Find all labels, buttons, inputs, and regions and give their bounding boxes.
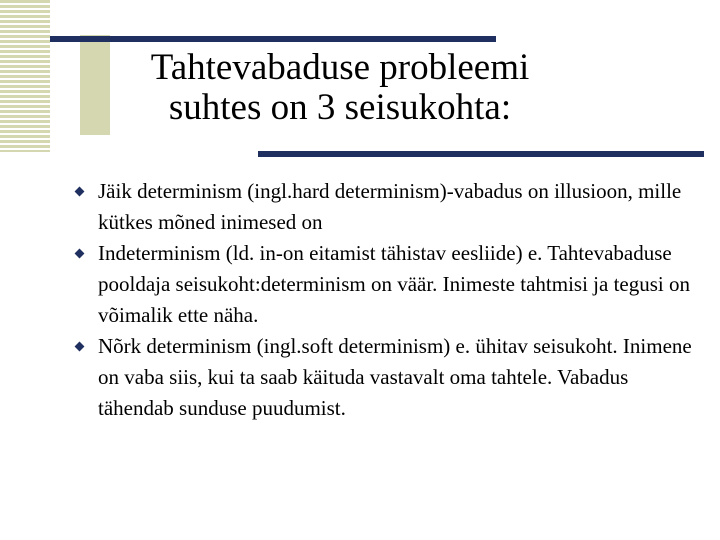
- bullet-item: [70, 238, 700, 331]
- decorative-title-block: [80, 35, 110, 135]
- title-rule-bottom: [258, 151, 704, 157]
- bullet-list: [70, 176, 700, 424]
- decorative-stripes: [0, 0, 50, 152]
- bullet-text: Jäik determinism (ingl.hard determinism)-vabadus on illusioon, mille kütkes mõned inimesed on: [98, 179, 682, 234]
- slide-title: [110, 48, 570, 128]
- diamond-bullet-icon: [75, 249, 85, 259]
- diamond-bullet-icon: [75, 187, 85, 197]
- bullet-item: [70, 176, 700, 238]
- bullet-text: Nõrk determinism (ingl.soft determinism) e. ühitav seisukoht. Inimene on vaba siis, kui ta saab käituda vastavalt oma tahtele. Vabadus tähendab sunduse puudumist.: [98, 334, 692, 420]
- slide-title-line-2: suhtes on 3 seisukohta:: [168, 87, 512, 128]
- bullet-item: [70, 331, 700, 424]
- slide-title-line-1: Tahtevabaduse probleemi: [150, 47, 530, 88]
- title-rule-top: [50, 36, 496, 42]
- bullet-text: Indeterminism (ld. in-on eitamist tähistav eesliide) e. Tahtevabaduse pooldaja seisukoht:determinism on väär. Inimeste tahtmisi ja tegusi on võimalik ette näha.: [98, 241, 690, 327]
- diamond-bullet-icon: [75, 342, 85, 352]
